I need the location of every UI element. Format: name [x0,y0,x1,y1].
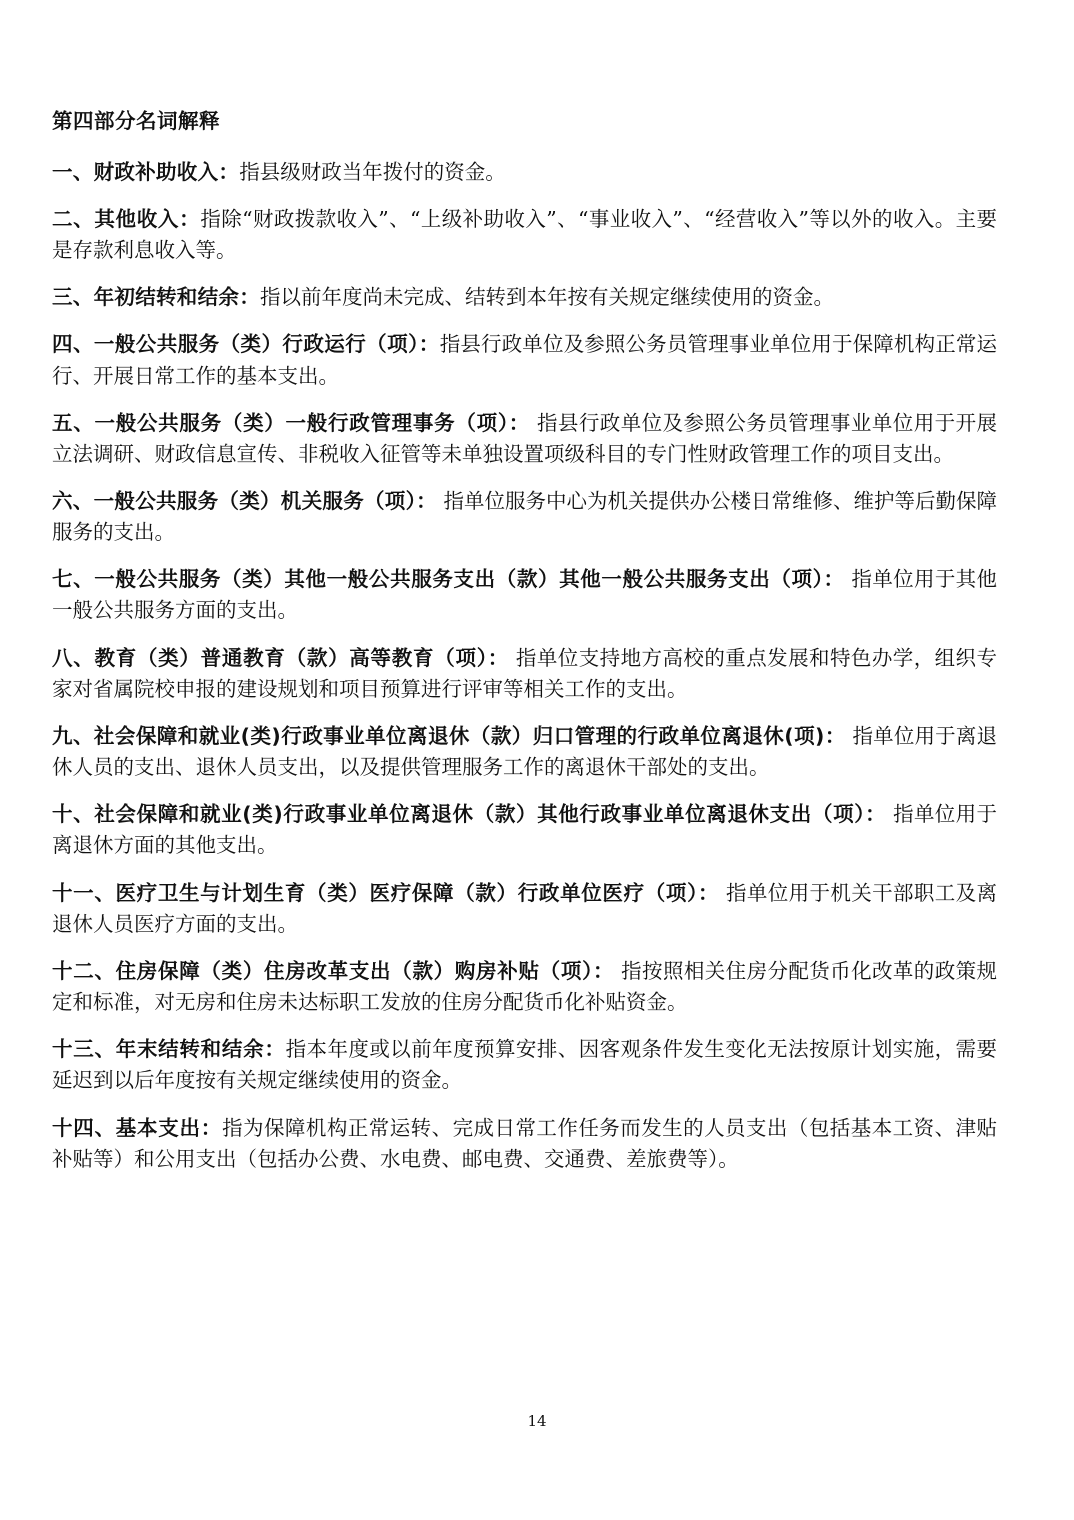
definition-term: 八、教育（类）普通教育（款）高等教育（项）： [52,645,509,670]
definition-term: 十、社会保障和就业(类)行政事业单位离退休（款）其他行政事业单位离退休支出（项）： [52,802,887,827]
definition-text: 指单位用于机关干部职工及离退休人员医疗方面的支出。 [52,880,997,936]
definition-item [52,157,997,188]
definition-term: 十三、年末结转和结余： [52,1037,286,1062]
definition-text: 指单位用于离退休方面的其他支出。 [52,802,997,858]
definition-text: 指按照相关住房分配货币化改革的政策规定和标准，对无房和住房未达标职工发放的住房分配货币化补贴资金。 [52,958,997,1015]
definition-term: 七、一般公共服务（类）其他一般公共服务支出（款）其他一般公共服务支出（项）： [52,567,845,592]
definition-term: 十一、医疗卫生与计划生育（类）医疗保障（款）行政单位医疗（项）： [52,880,720,905]
definition-item [52,878,997,940]
definition-term: 四、一般公共服务（类）行政运行（项）： [52,332,440,357]
definition-item [52,282,997,313]
definition-term: 一、财政补助收入： [52,159,240,184]
definition-term: 三、年初结转和结余： [52,285,260,310]
definition-text: 指县行政单位及参照公务员管理事业单位用于开展立法调研、财政信息宣传、非税收入征管等未单独设置项级科目的专门性财政管理工作的项目支出。 [52,410,997,466]
definition-item [52,643,997,705]
definition-item [52,1113,997,1175]
definition-term: 五、一般公共服务（类）一般行政管理事务（项）： [52,410,531,435]
page-number: 14 [527,1412,547,1430]
definition-item [52,486,997,548]
definition-term: 十二、住房保障（类）住房改革支出（款）购房补贴（项）： [52,958,615,983]
definition-term: 九、社会保障和就业(类)行政事业单位离退休（款）归口管理的行政单位离退休(项)： [52,723,846,748]
definition-term: 六、一般公共服务（类）机关服务（项）： [52,489,437,513]
definition-item [52,956,997,1018]
definition-text: 指单位用于其他一般公共服务方面的支出。 [52,567,997,623]
definition-item [52,799,997,861]
definition-item [52,1034,997,1096]
definition-item [52,329,997,391]
definition-text: 指县级财政当年拨付的资金。 [239,159,506,184]
document-body [52,106,997,1191]
definition-term: 十四、基本支出： [52,1115,223,1140]
definition-term: 二、其他收入： [52,206,201,231]
definition-text: 指单位服务中心为机关提供办公楼日常维修、维护等后勤保障服务的支出。 [52,489,998,545]
definition-text: 指单位支持地方高校的重点发展和特色办学，组织专家对省属院校申报的建设规划和项目预算进行评审等相关工作的支出。 [52,645,997,701]
definition-item [52,204,997,266]
definition-text: 指为保障机构正常运转、完成日常工作任务而发生的人员支出（包括基本工资、津贴补贴等）和公用支出（包括办公费、水电费、邮电费、交通费、差旅费等）。 [52,1115,998,1171]
page-title: 第四部分名词解释 [52,109,220,133]
definition-text: 指除“财政拨款收入”、“上级补助收入”、“事业收入”、“经营收入”等以外的收入。主要是存款利息收入等。 [52,206,997,263]
definition-item [52,721,997,783]
definition-item [52,408,997,470]
definition-text: 指本年度或以前年度预算安排、因客观条件发生变化无法按原计划实施，需要延迟到以后年度按有关规定继续使用的资金。 [52,1037,997,1093]
definition-text: 指县行政单位及参照公务员管理事业单位用于保障机构正常运行、开展日常工作的基本支出。 [52,332,997,388]
definition-text: 指以前年度尚未完成、结转到本年按有关规定继续使用的资金。 [260,285,834,310]
definition-text: 指单位用于离退休人员的支出、退休人员支出，以及提供管理服务工作的离退休干部处的支出。 [52,723,997,780]
definition-item [52,564,997,626]
